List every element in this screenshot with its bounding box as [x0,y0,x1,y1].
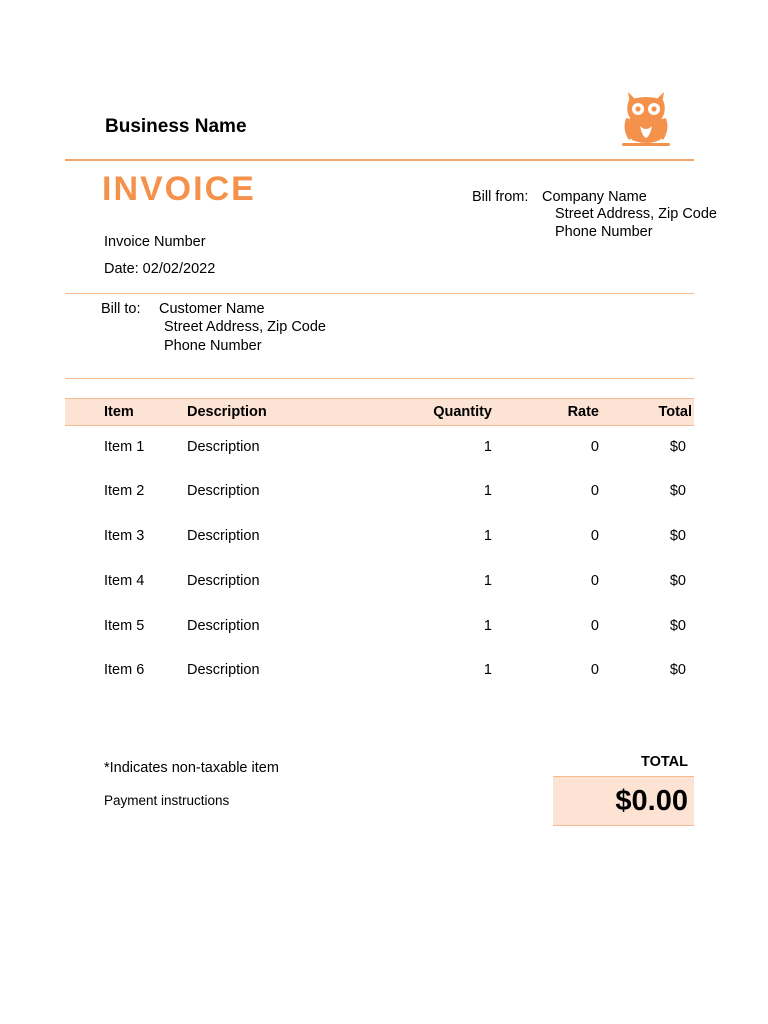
invoice-number-label: Invoice Number [104,234,206,250]
payment-instructions: Payment instructions [104,793,230,808]
cell-description: Description [187,573,260,589]
invoice-date: Date: 02/02/2022 [104,261,216,277]
details-divider [65,293,694,294]
cell-description: Description [187,528,260,544]
cell-total: $0 [669,573,686,589]
cell-total: $0 [669,528,686,544]
items-table-header [65,398,694,426]
cell-quantity: 1 [483,573,492,589]
cell-total: $0 [669,439,686,455]
table-row [65,618,694,642]
bill-from-address: Street Address, Zip Code [555,206,717,222]
cell-quantity: 1 [483,528,492,544]
cell-description: Description [187,662,260,678]
column-header-rate: Rate [567,404,599,420]
cell-item: Item 4 [104,573,145,589]
bill-to-divider [65,378,694,379]
cell-rate: 0 [590,528,599,544]
cell-total: $0 [669,618,686,634]
column-header-description: Description [187,404,267,420]
cell-total: $0 [669,662,686,678]
bill-to-address: Street Address, Zip Code [164,319,326,335]
invoice-title: INVOICE [102,170,256,208]
owl-icon [620,88,672,150]
business-name: Business Name [105,116,247,137]
cell-rate: 0 [590,662,599,678]
bill-to-label: Bill to: [101,301,141,317]
bill-from-company: Company Name [542,189,647,205]
non-taxable-note: *Indicates non-taxable item [104,760,279,776]
cell-item: Item 3 [104,528,145,544]
cell-rate: 0 [590,573,599,589]
cell-item: Item 6 [104,662,145,678]
cell-quantity: 1 [483,618,492,634]
cell-description: Description [187,483,260,499]
total-label: TOTAL [641,754,688,770]
bill-to-customer: Customer Name [159,301,265,317]
cell-rate: 0 [590,618,599,634]
bill-from-label: Bill from: [472,189,529,205]
table-row [65,483,694,507]
table-row [65,573,694,597]
table-row [65,439,694,463]
cell-item: Item 2 [104,483,145,499]
cell-total: $0 [669,483,686,499]
table-row [65,528,694,552]
bill-from-phone: Phone Number [555,224,653,240]
table-row [65,662,694,686]
header-divider [65,159,694,161]
cell-quantity: 1 [483,662,492,678]
cell-item: Item 1 [104,439,145,455]
cell-item: Item 5 [104,618,145,634]
cell-rate: 0 [590,439,599,455]
cell-description: Description [187,439,260,455]
cell-quantity: 1 [483,483,492,499]
cell-description: Description [187,618,260,634]
cell-rate: 0 [590,483,599,499]
column-header-item: Item [104,404,134,420]
cell-quantity: 1 [483,439,492,455]
column-header-quantity: Quantity [433,404,492,420]
column-header-total: Total [658,404,692,420]
total-value: $0.00 [615,785,688,817]
bill-to-phone: Phone Number [164,338,262,354]
total-box [553,776,694,826]
